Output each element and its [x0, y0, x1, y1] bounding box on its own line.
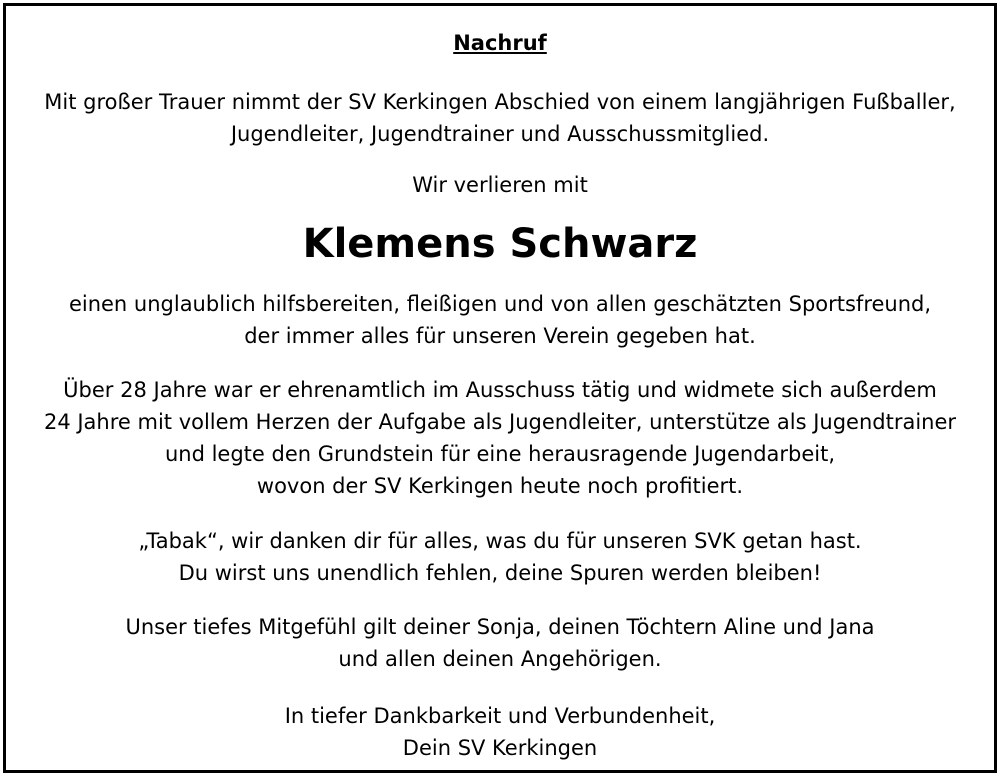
closing-signature: Dein SV Kerkingen [402, 736, 598, 760]
lead-text [6, 169, 994, 201]
history-paragraph [6, 374, 994, 502]
thanks-line: Du wirst uns unendlich fehlen, deine Spuren werden bleiben! [178, 561, 822, 585]
closing-line: In tiefer Dankbarkeit und Verbundenheit, [284, 704, 716, 728]
deceased-name: Klemens Schwarz [302, 221, 698, 267]
history-line: 24 Jahre mit vollem Herzen der Aufgabe als Jugendleiter, unterstütze als Jugendtrainer [43, 410, 957, 434]
intro-line: Mit großer Trauer nimmt der SV Kerkingen Abschied von einem langjährigen Fußballer, [44, 90, 956, 114]
sympathy-line: Unser tiefes Mitgefühl gilt deiner Sonja, deinen Töchtern Aline und Jana [125, 615, 875, 639]
description-line: einen unglaublich hilfsbereiten, fleißigen und von allen geschätzten Sportsfreund, [68, 292, 932, 316]
thanks-paragraph [6, 525, 994, 589]
description-paragraph [6, 288, 994, 352]
history-line: Über 28 Jahre war er ehrenamtlich im Ausschuss tätig und widmete sich außerdem [63, 378, 937, 402]
sympathy-line: und allen deinen Angehörigen. [338, 647, 662, 671]
sympathy-paragraph [6, 611, 994, 675]
history-line: und legte den Grundstein für eine herausragende Jugendarbeit, [164, 442, 836, 466]
thanks-line: „Tabak“, wir danken dir für alles, was du für unseren SVK getan hast. [138, 529, 862, 553]
obituary-frame [3, 3, 997, 773]
history-line: wovon der SV Kerkingen heute noch profitiert. [256, 474, 744, 498]
closing-paragraph [6, 700, 994, 764]
lead-line: Wir verlieren mit [412, 173, 588, 197]
intro-line: Jugendleiter, Jugendtrainer und Ausschussmitglied. [230, 122, 770, 146]
description-line: der immer alles für unseren Verein gegeben hat. [244, 324, 756, 348]
heading: Nachruf [453, 31, 547, 55]
intro-paragraph [6, 86, 994, 150]
